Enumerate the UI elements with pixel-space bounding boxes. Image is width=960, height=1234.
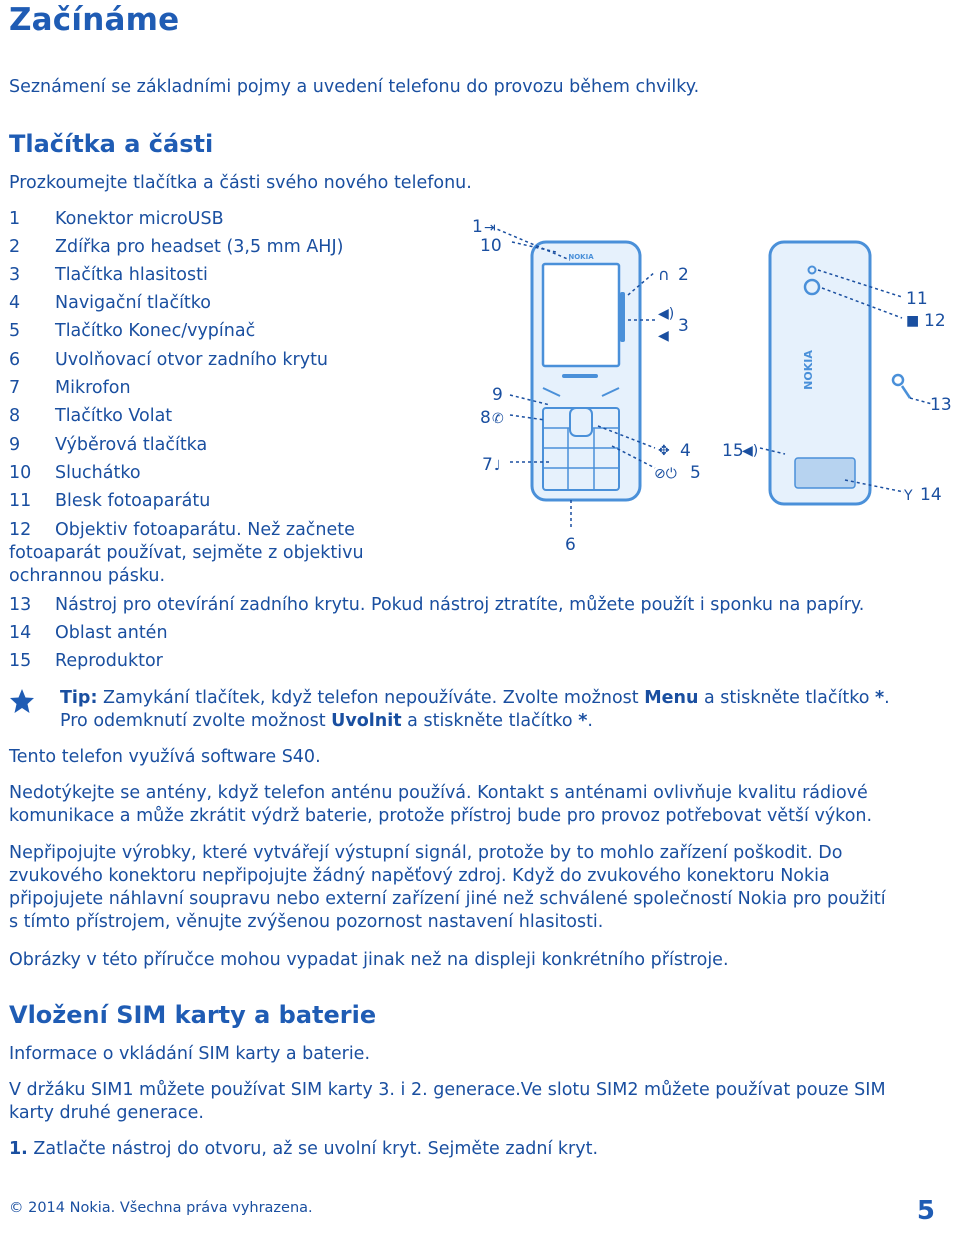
navi-key-shape	[570, 408, 592, 436]
volume-up-icon: ◀)	[658, 306, 675, 322]
tip-text: a stiskněte tlačítko	[698, 688, 875, 708]
brand-logo-back: NOKIA	[802, 350, 815, 390]
list-item-number: 6	[9, 350, 21, 370]
list-item	[9, 236, 343, 258]
list-item	[9, 650, 163, 672]
list-item-number: 14	[9, 623, 32, 643]
tip-star-key: *	[578, 711, 588, 731]
list-item	[9, 264, 208, 286]
list-item-number: 3	[9, 265, 21, 285]
callout-15: 15	[722, 441, 744, 461]
paragraph-line: Nedotýkejte se antény, když telefon anténu používá. Kontakt s anténami ovlivňuje kvalitu rádiové	[9, 783, 868, 803]
usb-icon: ⇥	[484, 220, 496, 236]
step-1	[9, 1138, 598, 1161]
section-subtitle-sim: Informace o vkládání SIM karty a baterie.	[9, 1044, 371, 1064]
phone-front-screen	[543, 264, 619, 366]
list-item-continued	[9, 542, 364, 564]
volume-down-icon: ◀	[658, 328, 669, 344]
list-item-number: 7	[9, 378, 21, 398]
list-item-number: 1	[9, 209, 21, 229]
list-item	[9, 519, 355, 541]
step-text: Zatlačte nástroj do otvoru, až se uvolní kryt. Sejměte zadní kryt.	[27, 1139, 599, 1159]
section-subtitle-keys-parts: Prozkoumejte tlačítka a části svého nového telefonu.	[9, 173, 472, 193]
tip-prefix: Tip:	[60, 688, 98, 708]
connect-paragraph	[9, 842, 886, 934]
list-item-number: 8	[9, 406, 21, 426]
list-item-label: Uvolňovací otvor zadního krytu	[55, 350, 329, 370]
callout-11: 11	[906, 289, 928, 309]
callout-13: 13	[930, 395, 952, 415]
list-item-label: Navigační tlačítko	[55, 293, 212, 313]
paragraph-line: připojujete náhlavní soupravu nebo externí zařízení jiné než schválené společností Nokia pro použití	[9, 889, 886, 909]
antenna-icon: Y	[904, 488, 913, 504]
paragraph-line: karty druhé generace.	[9, 1103, 204, 1123]
footer-copyright: © 2014 Nokia. Všechna práva vyhrazena.	[9, 1200, 313, 1216]
list-item	[9, 622, 168, 644]
list-item	[9, 405, 172, 427]
speaker-icon: ◀)	[742, 443, 759, 459]
opening-tool-shape	[893, 375, 903, 385]
volume-key-shape	[620, 292, 625, 342]
list-item-label: Reproduktor	[55, 651, 163, 671]
step-number: 1.	[9, 1139, 28, 1159]
section-title-keys-parts: Tlačítka a části	[9, 130, 214, 158]
tip-text: .	[884, 688, 890, 708]
list-item-number: 2	[9, 237, 21, 257]
list-item-number: 15	[9, 651, 32, 671]
callout-10: 10	[480, 236, 502, 256]
tip-star-key: *	[874, 688, 885, 708]
list-item	[9, 292, 211, 314]
tip-line-1	[60, 687, 890, 710]
paragraph-line: s tímto přístrojem, věnujte zvýšenou pozornost nastavení hlasitosti.	[9, 912, 604, 932]
paragraph-line: Nepřipojujte výrobky, které vytvářejí výstupní signál, protože by to mohlo zařízení poškodit. Do	[9, 843, 843, 863]
list-item-number: 11	[9, 491, 32, 511]
list-item-label: Objektiv fotoaparátu. Než začnete	[55, 520, 355, 540]
antenna-area-shape	[795, 458, 855, 488]
paragraph-line: V držáku SIM1 můžete používat SIM karty 3. i 2. generace.Ve slotu SIM2 můžete používat pouze SIM	[9, 1080, 886, 1100]
tip-menu-option: Menu	[644, 688, 699, 708]
list-item	[9, 490, 210, 512]
tip-text: .	[587, 711, 593, 731]
microphone-icon: ♩	[494, 458, 501, 474]
intro-text: Seznámení se základními pojmy a uvedení telefonu do provozu během chvilky.	[9, 77, 700, 97]
images-note: Obrázky v této příručce mohou vypadat jinak než na displeji konkrétního přístroje.	[9, 950, 729, 970]
list-item-continued	[9, 565, 165, 587]
callout-6: 6	[565, 535, 576, 555]
brand-logo-front: NOKIA	[568, 253, 594, 261]
list-item-label: Zdířka pro headset (3,5 mm AHJ)	[55, 237, 344, 257]
list-item	[9, 377, 131, 399]
tip-text: Zamykání tlačítek, když telefon nepoužíváte. Zvolte možnost	[97, 688, 645, 708]
list-item-label: Tlačítko Volat	[55, 406, 173, 426]
phone-back	[722, 242, 952, 505]
callout-12: 12	[924, 311, 946, 331]
callout-14: 14	[920, 485, 942, 505]
tip-text: a stiskněte tlačítko	[401, 711, 579, 731]
page-number: 5	[916, 1196, 935, 1226]
call-icon: ✆	[492, 411, 504, 427]
list-item-label: Nástroj pro otevírání zadního krytu. Pokud nástroj ztratíte, můžete použít i sponku na papíry.	[55, 595, 865, 615]
list-item-number: 10	[9, 463, 32, 483]
callout-3: 3	[678, 316, 689, 336]
callout-1: 1	[472, 217, 483, 237]
list-item-number: 9	[9, 435, 21, 455]
callout-8: 8	[480, 408, 491, 428]
list-item-number: 12	[9, 520, 32, 540]
section-title-sim: Vložení SIM karty a baterie	[9, 1001, 377, 1029]
sim-paragraph	[9, 1079, 886, 1125]
callout-5: 5	[690, 463, 701, 483]
list-item-label: Blesk fotoaparátu	[55, 491, 211, 511]
list-item-number: 4	[9, 293, 21, 313]
tip-line-2	[60, 710, 593, 733]
headset-icon: ∩	[658, 265, 670, 284]
list-item	[9, 462, 141, 484]
list-item-label: Mikrofon	[55, 378, 131, 398]
list-item-label: Výběrová tlačítka	[55, 435, 208, 455]
list-item	[9, 594, 864, 616]
tip-unlock-option: Uvolnit	[331, 711, 402, 731]
camera-icon: ■	[906, 313, 920, 329]
antenna-paragraph	[9, 782, 872, 828]
phone-parts-diagram	[440, 200, 960, 580]
list-item-label: fotoaparát používat, sejměte z objektivu	[9, 543, 364, 563]
software-note: Tento telefon využívá software S40.	[9, 747, 321, 767]
list-item-label: Oblast antén	[55, 623, 168, 643]
navigation-icon: ✥	[658, 443, 670, 459]
list-item	[9, 208, 224, 230]
callout-9: 9	[492, 385, 503, 405]
list-item-number: 5	[9, 321, 21, 341]
list-item-label: Konektor microUSB	[55, 209, 224, 229]
list-item-label: Sluchátko	[55, 463, 141, 483]
list-item-label: ochrannou pásku.	[9, 566, 166, 586]
tip-text: Pro odemknutí zvolte možnost	[60, 711, 332, 731]
list-item	[9, 320, 255, 342]
callout-7: 7	[482, 455, 493, 475]
list-item	[9, 434, 207, 456]
callout-2: 2	[678, 265, 689, 285]
list-item	[9, 349, 328, 371]
list-item-number: 13	[9, 595, 32, 615]
paragraph-line: zvukového konektoru nepřipojujte žádný napěťový zdroj. Když do zvukového konektoru Nokia	[9, 866, 830, 886]
page-title: Začínáme	[9, 2, 180, 38]
paragraph-line: komunikace a může zkrátit výdrž baterie, protože přístroj bude pro provoz potřebovat větší výkon.	[9, 806, 873, 826]
list-item-label: Tlačítko Konec/vypínač	[55, 321, 256, 341]
callout-4: 4	[680, 441, 691, 461]
phone-front	[472, 217, 701, 555]
star-icon	[9, 688, 35, 714]
list-item-label: Tlačítka hlasitosti	[55, 265, 208, 285]
end-power-icon: ⊘⏻	[654, 466, 677, 482]
